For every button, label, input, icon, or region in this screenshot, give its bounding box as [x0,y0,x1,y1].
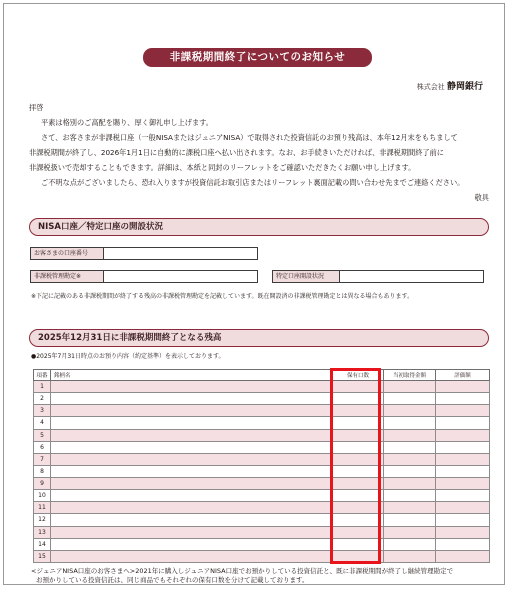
row-number-cell: 1 [34,381,51,393]
junior-nisa-footnote [31,567,453,585]
table-row [34,465,490,477]
row-number-cell: 14 [34,538,51,550]
valuation-cell [436,453,490,465]
table-row [34,393,490,405]
company-name [417,82,483,92]
acquisition-cost-cell [384,550,436,562]
fund-name-cell [51,405,333,417]
acquisition-cost-cell [384,393,436,405]
valuation-cell [436,550,490,562]
table-row [34,550,490,562]
column-header-no: 項番 [34,370,51,381]
acquisition-cost-cell [384,478,436,490]
acquisition-cost-cell [384,465,436,477]
column-header-acquisition-cost: 当初取得金額 [384,370,436,381]
section-account-status-header: NISA口座／特定口座の開設状況 [29,218,489,236]
valuation-cell [436,478,490,490]
units-column-highlight [330,368,381,564]
row-number-cell: 15 [34,550,51,562]
row-number-cell: 12 [34,514,51,526]
valuation-cell [436,429,490,441]
fund-name-cell [51,453,333,465]
tax-free-account-field[interactable] [103,270,258,283]
letter-closing: 敬具 [474,193,489,202]
letter-paragraph-3: ご不明な点がございましたら、恐れ入りますが投資信託お取引店またはリーフレット裏面記載の問い合わせ先までご連絡ください。 [41,178,465,187]
valuation-cell [436,514,490,526]
customer-account-number-field[interactable] [103,247,258,260]
acquisition-cost-cell [384,453,436,465]
table-row [34,417,490,429]
fund-name-cell [51,490,333,502]
customer-account-number-row [30,247,258,260]
fund-name-cell [51,502,333,514]
letter-paragraph-1: 平素は格別のご高配を賜り、厚く御礼申し上げます。 [41,118,213,127]
valuation-cell [436,417,490,429]
acquisition-cost-cell [384,502,436,514]
row-number-cell: 13 [34,526,51,538]
valuation-cell [436,465,490,477]
valuation-cell [436,441,490,453]
section2-note: ●2025年7月31日時点のお預り内容（約定基準）を表示しております。 [31,353,225,360]
fund-name-cell [51,478,333,490]
fund-name-cell [51,465,333,477]
letter-paragraph-2b: 非課税期間が終了し、2026年1月1日に自動的に課税口座へ払い出されます。なお、お手続きいただければ、非課税期間終了前に [29,148,444,157]
section1-footnote: ※下記に記載のある非課税期間が終了する残高の非課税管理勘定を記載しています。既在開設済の非課税管理勘定とは異なる場合もあります。 [31,293,414,300]
row-number-cell: 9 [34,478,51,490]
tax-free-account-row [30,270,258,283]
table-row [34,538,490,550]
table-row [34,381,490,393]
acquisition-cost-cell [384,514,436,526]
junior-nisa-footnote-line-2: お預かりしている投資信託は、同じ商品でもそれぞれの保有口数を分けて記載しております。 [36,576,309,584]
notice-document [3,3,505,585]
table-row [34,526,490,538]
tokutei-account-field[interactable] [339,270,484,283]
fund-name-cell [51,441,333,453]
table-row [34,502,490,514]
fund-name-cell [51,417,333,429]
table-row [34,441,490,453]
acquisition-cost-cell [384,417,436,429]
fund-name-cell [51,550,333,562]
letter-paragraph-2c: 非課税扱いで売却することもできます。詳細は、本紙と同封のリーフレットをご確認いただきたくお願い申し上げます。 [29,163,416,172]
row-number-cell: 6 [34,441,51,453]
row-number-cell: 4 [34,417,51,429]
valuation-cell [436,381,490,393]
acquisition-cost-cell [384,405,436,417]
column-header-units: 保有口数 [333,370,384,381]
tax-free-account-label: 非課税管理勘定※ [30,270,103,283]
fund-name-cell [51,393,333,405]
row-number-cell: 7 [34,453,51,465]
row-number-cell: 11 [34,502,51,514]
tokutei-account-row [272,270,484,283]
table-row [34,453,490,465]
letter-body [29,100,495,202]
acquisition-cost-cell [384,429,436,441]
fund-name-cell [51,526,333,538]
bank-logo-text: 静岡銀行 [446,82,483,92]
acquisition-cost-cell [384,538,436,550]
junior-nisa-footnote-line-1: <ジュニアNISA口座のお客さまへ>2021年に購入しジュニアNISA口座でお預かりしている投資信託と、既に非課税期間が終了し継続管理勘定で [31,567,454,575]
table-row [34,490,490,502]
company-prefix: 株式会社 [416,83,445,91]
letter-paragraph-2a: さて、お客さまが非課税口座（一般NISAまたはジュニアNISA）で取得された投資信託のお預り残高は、本年12月末をもちまして [41,133,458,142]
acquisition-cost-cell [384,490,436,502]
valuation-cell [436,405,490,417]
column-header-fund-name: 銘柄名 [51,370,333,381]
valuation-cell [436,502,490,514]
table-row [34,478,490,490]
row-number-cell: 2 [34,393,51,405]
tokutei-account-label: 特定口座開設状況 [272,270,339,283]
holdings-table-body [34,381,490,563]
table-row [34,429,490,441]
fund-name-cell [51,514,333,526]
row-number-cell: 8 [34,465,51,477]
table-row [34,514,490,526]
table-row [34,405,490,417]
holdings-table [33,369,490,563]
row-number-cell: 10 [34,490,51,502]
fund-name-cell [51,381,333,393]
column-header-valuation: 評価額 [436,370,490,381]
fund-name-cell [51,538,333,550]
valuation-cell [436,526,490,538]
customer-account-number-label: お客さまの口座番号 [30,247,103,260]
valuation-cell [436,393,490,405]
row-number-cell: 3 [34,405,51,417]
acquisition-cost-cell [384,526,436,538]
valuation-cell [436,490,490,502]
document-title: 非課税期間終了についてのお知らせ [143,48,372,67]
salutation: 拝啓 [29,103,44,112]
fund-name-cell [51,429,333,441]
row-number-cell: 5 [34,429,51,441]
section-expiring-holdings-header: 2025年12月31日に非課税期間終了となる残高 [29,329,489,347]
acquisition-cost-cell [384,381,436,393]
valuation-cell [436,538,490,550]
acquisition-cost-cell [384,441,436,453]
